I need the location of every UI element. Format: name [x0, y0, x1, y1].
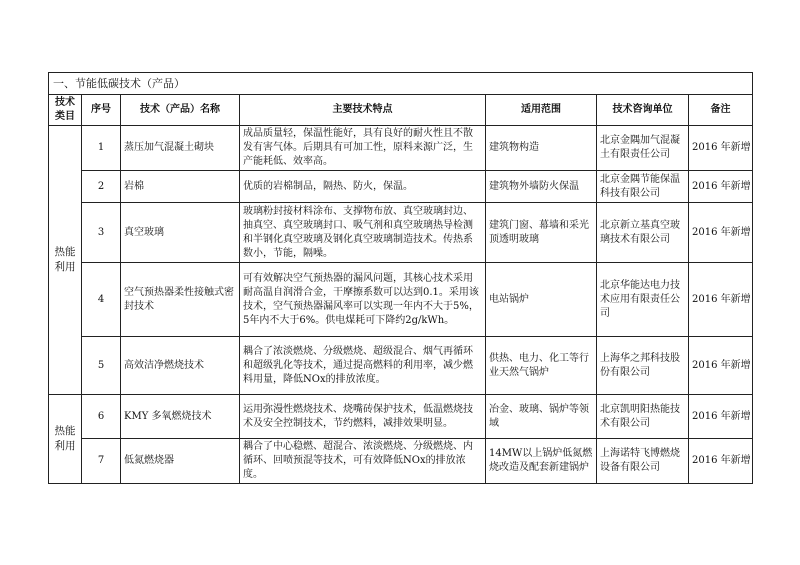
header-no: 序号 — [82, 95, 121, 126]
header-remark: 备注 — [689, 95, 753, 126]
row-name: KMY 多氧燃烧技术 — [121, 395, 240, 439]
header-category: 技术类目 — [49, 95, 82, 126]
row-name: 空气预热器柔性接触式密封技术 — [121, 263, 240, 337]
table-row — [49, 126, 753, 171]
row-features: 耦合了浓淡燃烧、分级燃烧、超级混合、烟气再循环和超级乳化等技术，通过提高燃料的利用率，减少燃料用量，降低NOx的排放浓度。 — [240, 337, 486, 395]
section-title: 一、节能低碳技术（产品） — [49, 73, 753, 95]
row-unit: 上海华之邦科技股份有限公司 — [597, 337, 689, 395]
row-no: 1 — [82, 126, 121, 171]
category-cell: 热能利用 — [49, 126, 82, 395]
table-row — [49, 439, 753, 484]
row-scope: 14MW以上锅炉低氮燃烧改造及配套新建锅炉 — [486, 439, 597, 484]
row-scope: 冶金、玻璃、锅炉等领域 — [486, 395, 597, 439]
table-row — [49, 395, 753, 439]
row-name: 蒸压加气混凝土砌块 — [121, 126, 240, 171]
row-scope: 建筑物外墙防火保温 — [486, 171, 597, 203]
table-row — [49, 171, 753, 203]
row-scope: 建筑物构造 — [486, 126, 597, 171]
row-scope: 供热、电力、化工等行业天然气锅炉 — [486, 337, 597, 395]
row-no: 7 — [82, 439, 121, 484]
row-unit: 北京金隅加气混凝土有限责任公司 — [597, 126, 689, 171]
row-features: 可有效解决空气预热器的漏风问题，其核心技术采用耐高温自润滑合金，干摩擦系数可以达到0.1。采用该技术，空气预热器漏风率可以实现一年内不大于5%，5年内不大于6%。供电煤耗可下降约2g/kWh。 — [240, 263, 486, 337]
row-unit: 北京华能达电力技术应用有限责任公司 — [597, 263, 689, 337]
row-remark: 2016 年新增 — [689, 263, 753, 337]
row-scope: 电站锅炉 — [486, 263, 597, 337]
header-features: 主要技术特点 — [240, 95, 486, 126]
header-name: 技术（产品）名称 — [121, 95, 240, 126]
table-row — [49, 337, 753, 395]
row-no: 5 — [82, 337, 121, 395]
table-row — [49, 263, 753, 337]
row-features: 耦合了中心稳燃、超混合、浓淡燃烧、分级燃烧、内循环、回喷预混等技术，可有效降低NOx的排放浓度。 — [240, 439, 486, 484]
row-remark: 2016 年新增 — [689, 439, 753, 484]
row-unit: 北京凯明阳热能技术有限公司 — [597, 395, 689, 439]
row-features: 成品质量轻，保温性能好，具有良好的耐火性且不散发有害气体。后期具有可加工性，原料来源广泛，生产能耗低、效率高。 — [240, 126, 486, 171]
row-remark: 2016 年新增 — [689, 395, 753, 439]
row-name: 高效洁净燃烧技术 — [121, 337, 240, 395]
row-remark: 2016 年新增 — [689, 337, 753, 395]
row-no: 4 — [82, 263, 121, 337]
row-no: 2 — [82, 171, 121, 203]
row-name: 低氮燃烧器 — [121, 439, 240, 484]
header-row — [49, 95, 753, 126]
category-cell: 热能利用 — [49, 395, 82, 484]
row-remark: 2016 年新增 — [689, 171, 753, 203]
header-scope: 适用范围 — [486, 95, 597, 126]
row-unit: 北京金隅节能保温科技有限公司 — [597, 171, 689, 203]
row-features: 运用弥漫性燃烧技术、烧嘴砖保护技术，低温燃烧技术及安全控制技术，节约燃料，减排效果明显。 — [240, 395, 486, 439]
row-unit: 上海诺特飞博燃烧设备有限公司 — [597, 439, 689, 484]
row-unit: 北京新立基真空玻璃技术有限公司 — [597, 203, 689, 263]
row-features: 玻璃粉封接材料涂布、支撑物布放、真空玻璃封边、抽真空、真空玻璃封口、吸气剂和真空玻璃热导检测和半钢化真空玻璃及钢化真空玻璃制造技术。传热系数小，节能，隔噪。 — [240, 203, 486, 263]
row-scope: 建筑门窗、幕墙和采光顶透明玻璃 — [486, 203, 597, 263]
header-unit: 技术咨询单位 — [597, 95, 689, 126]
row-no: 3 — [82, 203, 121, 263]
row-no: 6 — [82, 395, 121, 439]
document-page — [48, 72, 752, 484]
row-remark: 2016 年新增 — [689, 126, 753, 171]
tech-table — [48, 72, 753, 484]
table-row — [49, 203, 753, 263]
row-remark: 2016 年新增 — [689, 203, 753, 263]
section-title-row — [49, 73, 753, 95]
row-features: 优质的岩棉制品，隔热、防火，保温。 — [240, 171, 486, 203]
row-name: 真空玻璃 — [121, 203, 240, 263]
row-name: 岩棉 — [121, 171, 240, 203]
